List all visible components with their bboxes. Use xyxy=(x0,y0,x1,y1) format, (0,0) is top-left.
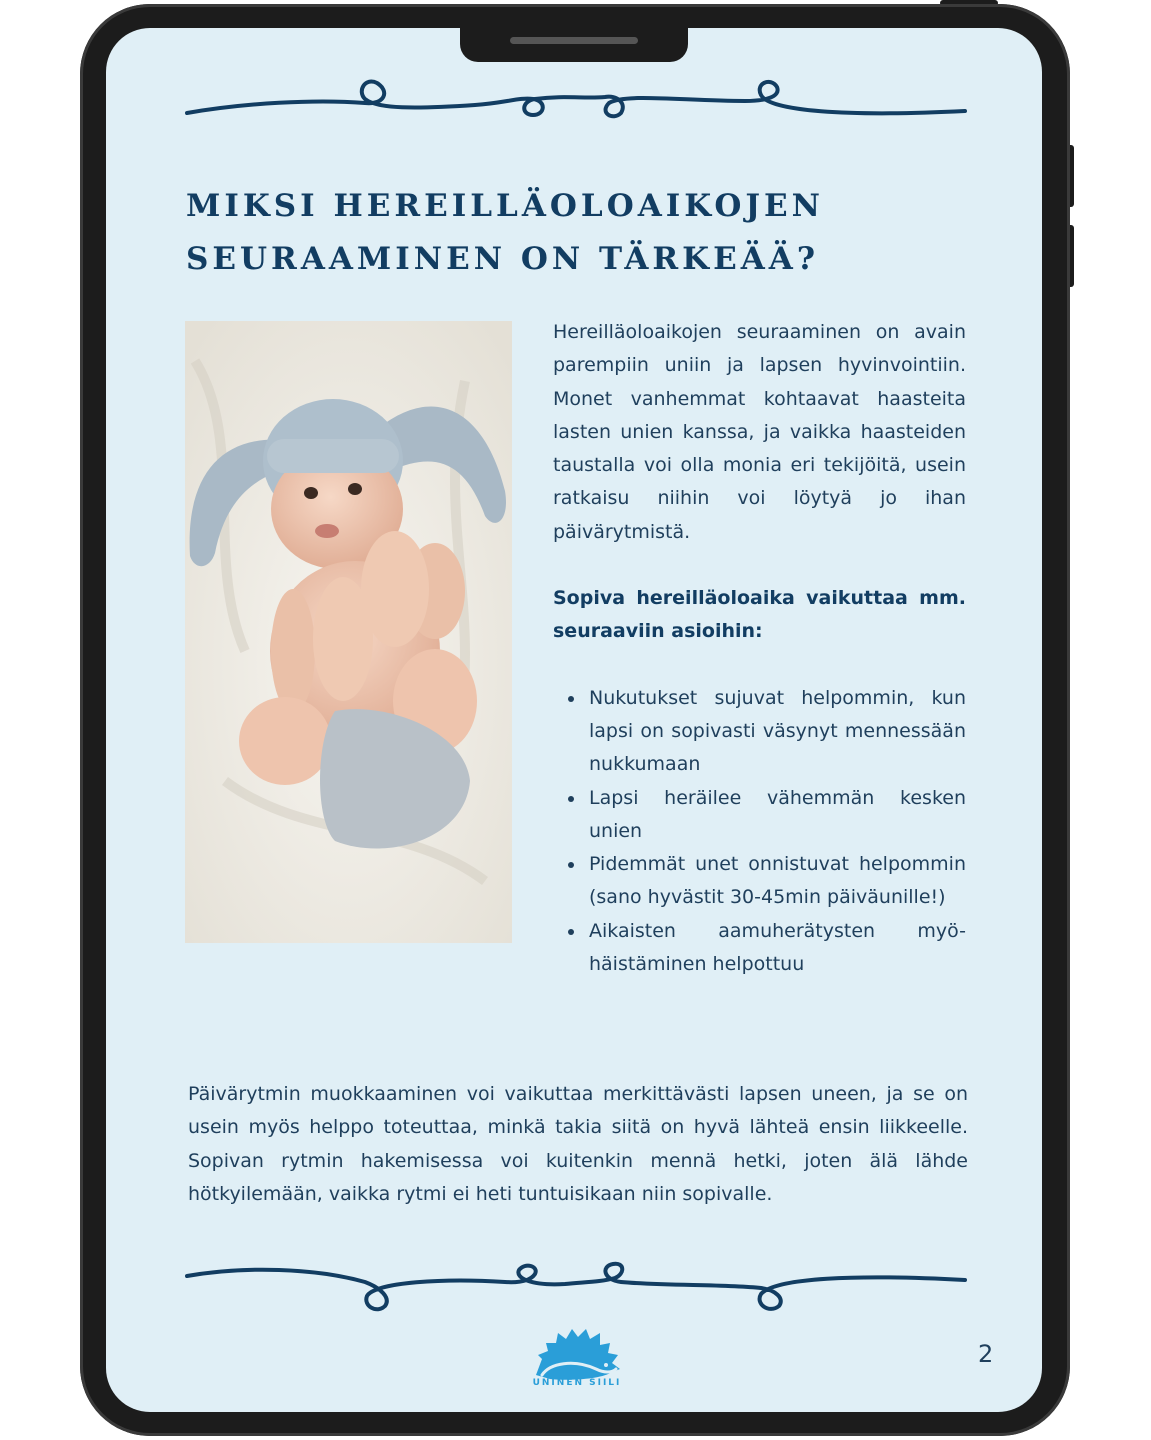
page-title xyxy=(186,180,966,286)
intro-paragraph: Hereilläoloaikojen seuraaminen on avain parempiin uniin ja lapsen hyvinvointiin. Monet vanhemmat kohtaavat haasteita lasten unien kanssa, ja vaikka haasteiden taustalla voi olla monia eri tekijöitä, usein ratkaisu niihin voi löytyä jo ihan päivärytmistä. xyxy=(553,321,966,543)
top-flourish-ornament xyxy=(185,75,967,135)
baby-photo xyxy=(185,321,512,943)
benefits-list xyxy=(553,682,966,982)
list-item: Aikaisten aamuherätysten myö-häistäminen helpottuu xyxy=(553,915,966,982)
right-column xyxy=(553,316,966,981)
brand-name: UNINEN SIILI xyxy=(532,1378,622,1388)
closing-paragraph: Päivärytmin muokkaaminen voi vaikuttaa merkittävästi lapsen uneen, ja se on usein myös helppo toteuttaa, minkä takia siitä on hyvä lähteä ensin liikkeelle. Sopivan rytmin hakemisessa voi kuitenkin mennä hetki, joten älä lähde hötkyilemään, vaikka rytmi ei heti tuntuisikaan niin sopivalle. xyxy=(188,1083,968,1205)
title-line-2: SEURAAMINEN ON TÄRKEÄÄ? xyxy=(186,241,819,277)
page-number: 2 xyxy=(978,1340,994,1368)
title-line-1: MIKSI HEREILLÄOLOAIKOJEN xyxy=(186,188,825,224)
list-item: Pidemmät unet onnistuvat helpommin (sano hyvästit 30-45min päiväunille!) xyxy=(553,848,966,915)
list-item: Nukutukset sujuvat helpommin, kun lapsi on sopivasti väsynyt mennessään nukkumaan xyxy=(553,682,966,782)
lead-sentence: Sopiva hereilläoloaika vaikuttaa mm. seuraaviin asioihin: xyxy=(553,587,966,643)
camera-notch xyxy=(460,28,688,62)
bottom-flourish-ornament xyxy=(185,1258,967,1318)
speaker-grille xyxy=(510,37,638,44)
list-item: Lapsi heräilee vähemmän kesken unien xyxy=(553,782,966,849)
